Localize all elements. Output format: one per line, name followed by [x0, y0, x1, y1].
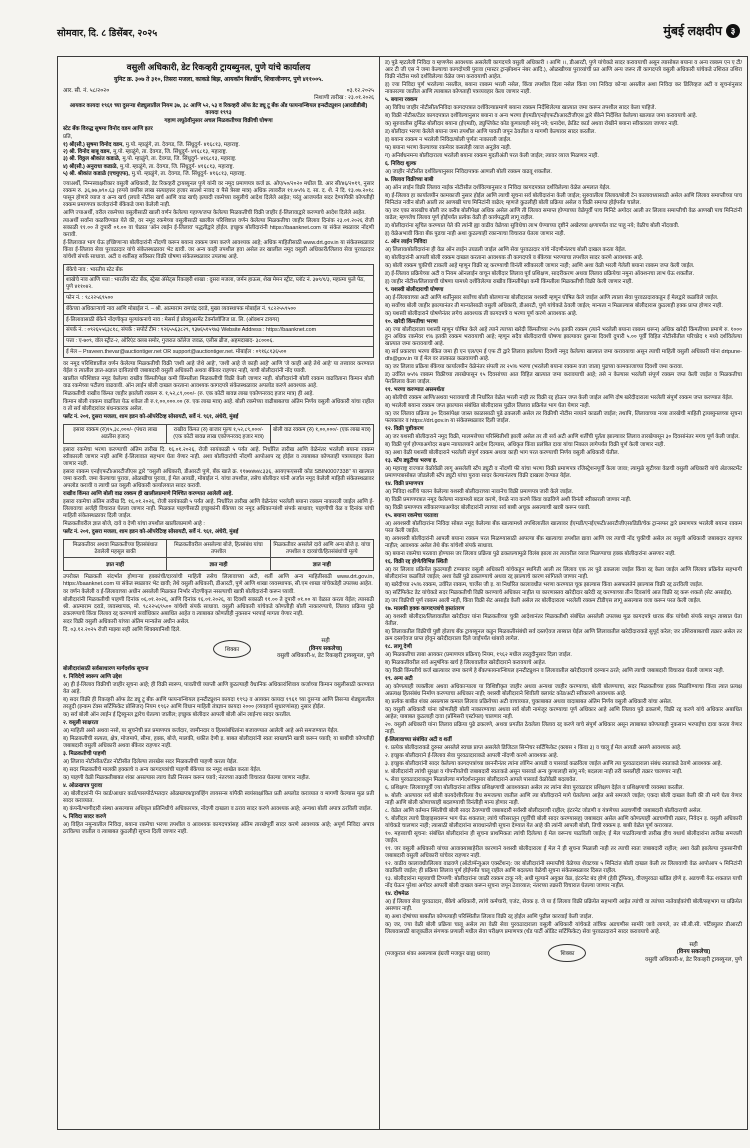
text-line: फ) बयाना भरणा केल्याच्या रकमेवर कसलेही व्याज अनुज्ञेय नाही.	[385, 145, 512, 151]
amount-cell: राखीव किंमत (रु) बाजार मूल्य १,५२,८९,०००/- (एक कोटी बावन्न लाख एकोणनव्वद हजार मात्र)	[167, 425, 270, 443]
encumbrance-header-cell: मिळकतीवर अथवा मिळकतीच्या हितसंबंधात ठेवलेली महसूल बाकी	[64, 540, 167, 558]
text-line: अ) वर लिलाव प्रक्रियेत कुठल्याही टप्प्यावर वसुली अधिकारी यांचेकडून स्थगिती आली तर लिलाव एक तर पुढे ढकलला जाईल किंवा रद्द केला जाईल आणि लिलाव प्रक्रियेत सहभागी बोलीदारांना कळविले जाईल; अशा वेळी पुढे ढकलण्याचे अथवा रद्द झाल्याचे कारण सांगितले जाणार नाही.	[385, 567, 742, 580]
defendant-name: २) श्री. विनोद बाबू वडम,	[63, 149, 112, 156]
text-line: १४. विक्री प्रमाणपत्र	[385, 481, 424, 487]
text-line: ब) लिलावातील विक्रीची पुष्टी होताच बँक ट्रायब्युनल कडून मिळकतीसंबंधी सर्व दस्तऐवज ताब्यात घेईल आणि लिलावातील खरेदीदाराकडे सुपूर्द करेल; जर उशिराबाबतची तक्रार असेल तर क्रम दस्तऐवज प्राप्त होवून खरेदीदाराला दिले जाईपर्यंत थांबावे लागेल.	[385, 629, 742, 642]
signature-mark: सही	[689, 942, 698, 948]
encumbrance-value-cell: ज्ञात नाही	[167, 558, 270, 570]
text-line: अ) जाहीर नोटीसीत दर्शविल्यानुसार निविदापत्रक आणली बोली रक्कम वाढवू शकतील.	[385, 169, 552, 175]
defendant-address: मु.पो. म्हाळुंगे, ता. देवगड, जि. सिंधुदुर्ग- ४१६८१३, महाराष्ट्र.	[125, 142, 240, 148]
defendant-row	[63, 156, 374, 163]
encumbrance-header-row	[63, 539, 374, 559]
text-line: राखीव किंमत आणि बोली वाढ रक्कम ही खालीलप्रमाणे निश्चित करण्यात आलेली आहे.	[63, 490, 233, 497]
text-line: अ) लिलाव/बोलीदारांना ही वेळ ऑन लाईन उघडली जाईल आणि सेवा पुरवठादार यांचे नोंदणीनंतरच बोली दाखल करता येईल.	[385, 247, 627, 253]
text-line: ड) जर विक्रीची पूर्ण रक्कम आली नाही, किंवा विक्री सेट असाईड केली असेल तर बोलीदाराला भरलेली रक्कम टीडीएस लागू असल्यास वजा करून परत केली जाईल.	[385, 598, 702, 604]
encumbrance-header-cell: मिळकतीवरील असलेल्या बोजे, हितसंबंध यांचा तपशील	[167, 540, 270, 558]
text-line: ३. मिळकतीची पाहणी	[63, 750, 106, 757]
encumbrance-header-cell: मिळकतीवर असलेले दावे आणि अन्य बोजे इ. यांचा तपशील व दाव्यांची/हितसंबंधांची मूल्ये	[273, 541, 371, 555]
text-line: २०. वसुली अधिकारी यांना लिलाव प्रक्रिया पुढे ढकलणे, अथवा प्रगतीत ठेवलेला लिलाव रद्द करणे याचे संपूर्ण अधिकार असून त्याबाबत कोणत्याही नुकसान भरपाईचा दावा करता येणार नाही.	[385, 722, 742, 735]
text-line: ८. ऑन लाईन निविदा	[385, 239, 427, 245]
text-line: मिळकतीवरील ज्ञात बोजे, दावे व देणी यांचा तपशील खालीलप्रमाणे आहे :	[63, 520, 205, 527]
defendant-name: ४) श्री(सौ.) अनुराधा कडाळे,	[63, 163, 118, 170]
text-line: ब) बोलीदारांनी आपली बोली रक्कम दाखल करताना आवश्यक ती कागदपत्रे व बँकेच्या भरण्याचा तपशील सादर करणे आवश्यक आहे.	[385, 255, 644, 261]
text-line: दि. ०३.१२.२०२५ रोजी माझ्या सही आणि शिक्क्यानिशी दिले.	[63, 627, 181, 634]
text-line: १२. विक्री पुष्टीकरण	[385, 426, 424, 432]
mark-date: निशाणी तारीख : २३.०१.२०२६	[314, 95, 374, 101]
notice-body-1	[63, 181, 374, 261]
text-line: ९. बोलीदार त्याचे डिव्हाइसवरून भाग घेऊ शकतात; त्यांचे परिसरातून (पूर्वीची बोली सादर करण्यासह) जबाबदार असेल आणि कोणत्याही अडचणीची तक्रार, निवेदन इ. वसुली अधिकारी यांचेकडे चालणार नाही; त्यासाठी बोलीदारांना सावधानतेची सूचना देण्यात येत आहे की त्यांनी आपली बोली, तिची रक्कम इ. बाबी वेळेत पूर्ण कराव्यात.	[385, 816, 742, 829]
text-line: ७. लिलाव विक्रीच्या बाबी	[385, 177, 434, 183]
text-line: किमान बोली रक्कम वाढविता येऊ शकेल ती रु.१,००,०००.०० (रु. एक लाख मात्र) आहे. बोली रकमेच्या वाढीबाबतचा अंतिम निर्णय वसुली अधिकारी यांचा राहील व तो सर्व बोलीदारांवर बंधनकारक असेल.	[63, 399, 374, 413]
text-line: ई-लिलावात भाग घेऊ इच्छिणाऱ्या बोलीदारांनी नोंदणी करून बयाना रक्कम जमा करणे आवश्यक आहे; अधिक माहितीसाठी www.drt.gov.in या संकेतस्थळावर किंवा ई-लिलाव सेवा पुरवठादार यांचे संकेतस्थळावर भेट द्यावी. जर अन्य काही तपशील हवा असेल तर खालील नमूद वसुली अधिकारी/लिलाव सेवा पुरवठादार यांचेशी संपर्क साधावा. अटी व शर्तीसह सविस्तर विक्री घोषणा संकेतस्थळावर उपलब्ध आहे.	[63, 240, 374, 261]
intro-lines	[63, 103, 374, 141]
text-line: आयकर कायदा १९६१ च्या दुसऱ्या शेड्युलातील नियम ३७, ३८ आणि ५२, ५३ व रिकव्हरी ऑफ डेट ड्यू टू बँक अँड फायनान्शियल इन्स्टीट्युशन (आरडीडीबी) कायदा १९९३	[69, 103, 368, 116]
encumbrance-value-cell: ज्ञात नाही	[312, 562, 331, 569]
text-line: ब) सदर मिळकतीचे मालकी हक्काचे व अन्य कागदपत्रांची पाहणी बँकेच्या वर नमूद शाखेत करता येईल.	[63, 766, 262, 773]
edition-date: सोमवार, दि. ८ डिसेंबर, २०२५	[57, 28, 158, 39]
text-line: ब) विक्री पूर्ण होण्याअगोदर सक्षम न्यायालयाने आदेश दिल्यास, अधिकृत किंवा प्रलंबित दावा यांचा निकाल लागेपर्यंत विक्री पूर्ण केली जाणार नाही.	[385, 442, 665, 448]
text-line: क) यशस्वी बोलीदाराने घोषणेनंतर लगेच आवश्यक ती कागदपत्रे व भरणा पूर्ण करणे आवश्यक आहे.	[385, 311, 578, 317]
text-line: १०. खरेदी किंमतीचा भरणा	[385, 319, 438, 325]
signature-block-left	[63, 638, 374, 660]
defendant-list	[63, 142, 374, 178]
text-line: ड) पुढे म्हटलेली निविदा व म्हणणेस आवश्यक असलेली कागदपत्रे वसुली अधिकारी । आणि ।।, डीआरटी, पुणे यांचेकडे सादर करावयाची असून त्यासोबत बयाना व अन्य रक्कम एन ए टी/आर टी जी एस ने जमा केल्याचा कागदोपत्री पुरावा (मास्टर ट्रान्झॅक्शन नंबर आदि.), ओळखीच्या पुराव्यांची प्रत आणि अन्य जरूर ती कागदपत्रे वसुली अधिकारी यांचेकडे उशिरात उशिरा विक्री नोटीस मध्ये दर्शविलेल्या वेळेत जमा करावयाची आहेत.	[385, 60, 742, 80]
terms-and-conditions	[385, 60, 742, 936]
table-row: संपर्क नं. : ०९२६५५६३८१८, संपर्क : सपोर्ट टीम : ९२६५५६३८२९, ९३७६५१५९७३ Website Address : https://baanknet.com	[64, 326, 373, 337]
text-line: ग) अनिर्बंधनमन्य बोलीदाराला भरलेली बयाना रक्कम मुदतीअंती परत केली जाईल; त्यावर व्याज मिळणार नाही.	[385, 153, 599, 159]
text-line: ५. बयाना रक्कम	[385, 97, 418, 103]
text-line: क) सर्टिफिकेट डेट यांचेकडे सदर मिळकतीची विक्री करण्याचे अधिकार नाहीत या कारणास्तव खरेदीदार खरेदी रद्द करण्याच्या तीन दिवसांचे आत विक्री रद्द करू शकतो (सेट असाईड).	[385, 590, 733, 596]
text-line: अ) कोणत्याही व्यक्तीला अथवा अधिकाऱ्याला या विशिष्टीकृत जाहीर अथवा अन्यथा जाहीर करण्याचा, बोली बोलण्याचा, सदर मिळकतीच्या हक्क मिळविण्याचा किंवा त्यात प्रत्यक्ष अप्रत्यक्ष हितसंबंध निर्माण करण्याचा अधिकार नाही; यशस्वी बोलीदाराने शिवीली क्लायंट कोड/अटी स्वीकारणे आवश्यक आहे.	[385, 684, 742, 697]
text-line: १०. महत्त्वाची सूचना: संबंधित बोलीदारांना ही सूचना प्राथमिकतः त्यांची दिलेल्या ई मेल वरूनच पाठविली जाईल; ई मेल पाठविल्याची तारीख हीच यथार्थ बोलीदारांना तारीख समजली जाईल.	[385, 831, 742, 844]
defendant-name: ३) श्री. विठ्ठल श्रीकांत कडाळे,	[63, 156, 121, 163]
text-line: ६. निविदा शुल्क	[385, 161, 417, 167]
text-line: ब) मिळकतीवरील सर्व अनुषंगिक खर्च हे लिलावातील खरेदीदाराने करावयाचे आहेत.	[385, 660, 547, 666]
signature-text	[277, 638, 374, 660]
text-line: २. इच्छुक बोलीदाराने ई-लिलाव सेवा पुरवठादाराकडे आपली नोंदणी करणे आवश्यक आहे.	[385, 753, 559, 759]
text-line: अ) जर यशस्वी बोलीदाराने नमूद विक्री, मालमत्तेच्या परिस्थितीशी झाली असेल तर ती सर्व अटी आणि शर्तींची पूर्तता झाल्यावर लिलाव तारखेपासून ३० दिवसांनंतर मगच पूर्ण केली जाईल.	[385, 434, 740, 440]
text-line: क) वसुली अधिकारी यांना कोणतीही बोली नाकारण्याचा अथवा सर्व बोली नामंजूर करण्याचा पूर्ण अधिकार आहे आणि लिलाव पुढे ढकलणे, विक्री रद्द करणे यांचे अधिकार अबाधित आहेत; याबाबत कुठलाही दावा (प्रॉमिसरी एस्टॉपल) चालणार नाही.	[385, 707, 742, 720]
text-line: ११. जर वसुली अधिकारी यांच्या आवाक्याबाहेरील कारणाने यशस्वी बोलीदाराला ई मेल ने ही सूचना मिळाली नाही तर त्याची स्वतः जबाबदारी राहील; अशा वेळी झालेल्या नुकसानीची जबाबदारी वसुली अधिकारी यांचेवर राहणार नाही.	[385, 846, 742, 859]
defendant-name: ५) श्री. श्रीकांत कडाळे (एचयुएफ),	[63, 170, 130, 177]
text-line: ब) ई-लिलाव हा कार्यालयीन कामकाजी नुसार होईल आणि त्याची सूचना सर्व बोलीदारांना केली जाईल; सुरुवातीला लिलाव/बोली टेन कालावध्यासाठी असेल आणि लिलाव समाप्तीच्या पाच मिनिटांत नवीन बोली आली तर आणखी पाच मिनिटांनी वाढेल; म्हणजे कुठलीही बोली प्रक्रिया असेल व विक्री समाप्त होईपर्यंत चालेल.	[385, 193, 742, 206]
text-line: ब) भरलेली बयाना रक्कम जप्त झाल्यास संबंधित बोलीदारास पुढील लिलाव प्रक्रियेत भाग घेता येणार नाही.	[385, 403, 591, 409]
notice-body-2	[63, 361, 374, 413]
text-line: १. प्रत्येक बोलीदाराकडे दुरुस्त असलेले स्वच्छ प्राप्त असलेले डिजिटल सिग्नेचर सर्टिफिकेट (क्लास २ किंवा ३) व चालू ई मेल आयडी असणे आवश्यक आहे.	[385, 745, 682, 751]
signature-block-right	[385, 942, 742, 964]
signature-mark: सही	[321, 638, 330, 645]
notice-title: वसुली अधिकारी, डेट रिकव्हरी ट्रायब्युनल, पुणे यांचे कार्यालय	[126, 62, 311, 72]
text-line: ब) मिळकतीची सत्यता, क्षेत्र, मोजमापे, सीमा, हक्क, बोजे, मालकी, थकीत देणी इ. बाबत बोलीदारांनी स्वतः स्वखर्चाने खात्री करून घ्यावी; या बाबींची कोणतीही जबाबदारी वसुली अधिकारी अथवा बँकेवर राहणार नाही.	[63, 735, 374, 749]
text-line: ९. यशस्वी बोलीदाराची घोषणा	[385, 287, 444, 293]
text-line: इसारा रकमेचा भरणा करण्याची अंतिम तारीख दि. १६.०१.२०२६, रोजी सायंकाळी ५ पर्यंत आहे. निर्धारित तारीख आणि वेळेनंतर भरलेली बयाना रक्कम स्वीकारली जाणार नाही आणि ई-लिलावात सहभाग घेता येणार नाही. अशा बोलीदारांची नोंदणी आपोआप रद्द होईल व त्याबाबत कोणताही पत्रव्यवहार केला जाणार नाही.	[63, 446, 374, 467]
signatory-name: (विनय सकलेचा)	[308, 645, 343, 652]
text-line: क) पाहणी वेळी मिळकतीबाबत शंका असल्यास त्याच वेळी निरसन करून घ्यावे; नंतरच्या तक्रारी विचारात घेतल्या जाणार नाहीत.	[63, 774, 311, 781]
text-line: १४. दोषमेळ	[385, 891, 409, 897]
text-line: ड) ई-लिलाव प्रक्रियेच्या अटी व नियम ऑनलाईन वाचून बोलीदार लिलाव पूर्व प्रशिक्षण, सादरीकरण अथवा लिलाव प्रक्रियेचा नमुना ऑक्शनचा लाभ घेऊ शकतील.	[385, 271, 694, 277]
text-line: अ) ई लिलाव सेवा पुरवठादार, बँकेचे अधिकारी, त्यांचे कर्मचारी, एजंट, सेवक इ. जे या ई लिलाव विक्री प्रक्रियेत सहभागी आहेत त्यांची वा त्यांच्या नातेवाईकांची बोली/सहभाग या प्रक्रियेत असणार नाही.	[385, 899, 742, 912]
text-line: ब) सदर विक्री ही रिकव्हरी ऑफ डेट ड्यू टू बँक आणि फायनान्शियल इन्स्टीट्युशन कायदा १९९३ व आयकर कायदा १९६१ च्या दुसऱ्या आणि तिसऱ्या शेड्युलातील तरतुदी (इन्कम टॅक्स सर्टिफिकेट प्रोसिजर) नियम १९६२ आणि विधान माहिती तंत्रज्ञान कायदा २००० (व्यवहार्य सुधारणांसह) नुसार होईल.	[63, 696, 374, 710]
text-line: प्रति,	[63, 134, 73, 140]
masthead-title: मुंबई लक्षदीप	[663, 24, 722, 38]
bidder-guidelines	[63, 666, 374, 836]
encumbrance-value-row	[63, 558, 374, 571]
amount-cell: बोली वाढ रक्कम (रु) १,००,०००/- (एक लाख मात्र)	[273, 427, 371, 434]
text-line: आणि ज्याअर्थी, वरील रकमेच्या वसुलीसाठी खाली वर्णन केलेल्या गहाण/जप्त केलेल्या मिळकतीची विक्री जाहीर ई-लिलावाद्वारे करण्याचे आदेश दिलेले आहेत.	[63, 210, 366, 217]
text-line: इ) बयाना रक्कम न भरलेली निविदा/बोली पूर्णतः नाकारली जाईल.	[385, 137, 512, 143]
text-line: ४. ओळखपत्र पुरावा	[63, 782, 103, 789]
text-line: ६. प्रशिक्षण: लिलावापूर्वी ज्या बोलीदारांना तांत्रिक प्रशिक्षणाची आवश्यकता असेल तर त्यांना सेवा पुरवठादार प्रशिक्षण देईल व प्रशिक्षणाची व्यवस्था करतील.	[385, 785, 684, 791]
text-line: अ) निविदा शर्तीचे पालन केलेल्या यशस्वी बोलीदाराच्या नावानेच विक्री प्रमाणपत्र जारी केले जाईल.	[385, 489, 574, 495]
text-line: १७. मालकी हक्क कागदपत्रांचे हस्तांतरण	[385, 606, 465, 612]
seal-stamp: शिक्का	[213, 640, 251, 658]
defendant-row	[63, 164, 374, 171]
text-line: ब) सर्व प्रकारचा भरणा बँकेत जमा ही एन एल/एम ई एफ टी द्वारे लिलाव झालेल्या दिवशी नमूद केलेल्या खात्यात जमा करावयाचा असून त्याची माहिती वसुली अधिकारी यांना drtpune-dfs@gov.in या ई मेल वर तात्काळ कळवायची आहे.	[385, 349, 742, 362]
text-line: उपरोक्त मिळकती संदर्भात होणाऱ्या हक्कांची/दाव्यांची माहिती तसेच लिलावाच्या अटी, शर्ती आणि अन्य माहितीसाठी www.drt.gov.in, https://baanknet.com या संकेत स्थळावर भेट द्यावी; तेथे वसुली अधिकारी, डीआरटी, पुणे आणि शाखा व्यवस्थापक, सी.एम शाखा यांचेकडेही उपलब्ध आहेत.	[63, 574, 374, 588]
text-line: १३. स्टँप ड्युटीचा भरणा इ.	[385, 458, 438, 464]
amount-table	[63, 424, 374, 444]
table-row: ई-लिलावासाठी बँकेने नोंदणीकृत मुल्यांकनाचे नाव : मेसर्स ई प्रोक्युअरमेंट टेक्नॉलॉजिज प्रा. लि. (ऑक्शन टायगर)	[64, 315, 373, 326]
text-line: १६. विक्री रद्द होणे/विभिन्न स्थिती	[385, 559, 448, 565]
text-line: क) अशा वेळी यशस्वी बोलीदाराने भरलेली संपूर्ण रक्कम अथवा काही भाग परत करण्याची निर्णय वसुली अधिकारी घेतील.	[385, 450, 620, 456]
text-line: ब) कंपनी/भागीदारी संस्था असल्यास अधिकृत प्रतिनिधीचे अधिकारपत्र, नोंदणी दाखला व ठराव सादर करणे आवश्यक आहे; अन्यथा बोली अपात्र ठरविली जाईल.	[63, 805, 373, 812]
text-line: क) विक्री किंमतीचे कर्ज खात्यावर जमा करणे हे बँक/फायनान्शियल इन्स्टीट्युशन व लिलावातील खरेदीदाराचे दरम्यान ठरते; आणि त्याची जबाबदारी विचारात घेतली जाणार नाही.	[385, 668, 725, 674]
text-line: बोलीदारांसाठी सर्वसाधारण मार्गदर्शक सूचना	[63, 665, 149, 672]
property-description-2: फ्लॅट नं. २०१, दुसरा मजला, शाम इडन को-ऑपरेटिव्ह सोसायटी, सर्वे नं. ९६१, अंधेरी, मुंबई	[63, 528, 239, 535]
text-line: १२. वाढीव कालावधी/लिलाव वाढवणे (ऑटो/मॅन्युअल एक्स्टेंशन): जर बोलीदारांनी समाप्तीचे वेळेच्या शेवटच्या ५ मिनिटांत बोली दाखल केली तर लिलावाची वेळ आपोआप ५ मिनिटांनी वाढविली जाईल; ही प्रक्रिया लिलाव पूर्ण होईपर्यंत चालू राहील आणि बदलत्या वेळेची सूचना संकेतस्थळावर दिसत राहील.	[385, 861, 742, 874]
defendant-address: मु.पो. म्हाळुंगे, ता. देवगड, जि. सिंधुदुर्ग- ४१६८१३, महाराष्ट्र.	[113, 149, 228, 156]
text-line: अ) ई-लिलावाच्या अटी आणि शर्तीनुसार सर्वोच्च बोली बोलणाऱ्या बोलीदारास यशस्वी म्हणून घोषित केले जाईल आणि त्याला सेवा पुरवठादाराकडून ई मेलद्वारे कळविले जाईल.	[385, 295, 719, 301]
text-line: ड) बोलीदार भरणा केलेले बयाना जमा तपशील आणि पावती जपून ठेवतील व मागणी केल्यावर सादर करतील.	[385, 129, 596, 135]
text-line: क) जर लिलाव प्रक्रिया ३० दिवसांपेक्षा जास्त काळासाठी पुढे ढकलली असेल तर विक्रीची नोटीस नव्याने काढली जाईल; तथापि, लिलावाच्या नव्या तारखेची माहिती ट्रायब्युनलच्या सूचना फलकावर व https://drt.gov.in या संकेतस्थळावर दिली जाईल.	[385, 411, 742, 424]
encumbrance-value-cell: ज्ञात नाही	[64, 558, 167, 570]
text-line: १५. बयाना रकमेचा परतावा	[385, 513, 439, 519]
text-line: क) विक्री प्रमाणपत्र स्वीकारण्याअगोदर बोलीदारांनी त्याच्या सर्व बाबी अचूक असल्याची खात्री करून घ्यावी.	[385, 505, 591, 511]
text-line: ब) अशा दोषांच्या बाबतीत कोणत्याही परिस्थितीत लिलाव विक्री रद्द होईल आणि पुढील कारवाई केली जाईल.	[385, 914, 594, 920]
signature-text	[645, 942, 742, 964]
text-line: ब) अयशस्वी बोलीदारांनी आपली बयाना रक्कम परत मिळण्यासाठी आपल्या बँक खात्याचा तपशील द्यावा आणि जर त्याची नोंद चुकीची असेल तर वसुली अधिकारी जबाबदार राहणार नाहीत; आवश्यक असेल तेथे बँक यांचेशी संपर्क साधावा.	[385, 536, 742, 549]
amount-cell: इसारा रक्कम (रु)१५,३८,०००/- (पंधरा लाख अडतीस हजार)	[64, 425, 167, 443]
text-line: ५. सेवा पुरवठादाराकडून मिळालेल्या मार्गदर्शनानुसार बोलीदाराने आपले पासवर्ड वेळोवेळी बदलावेत.	[385, 777, 577, 783]
defendant-address: मु.पो. म्हाळुंगे, ता. देवगड, जि. सिंधुदुर्ग- ४१६८१३, महाराष्ट्र.	[119, 163, 235, 170]
text-line: अ) लिलाव नोटीसीत/टेंडर नोटीसीत दिलेल्या तारखेस सदर मिळकतीची पाहणी करता येईल.	[63, 758, 238, 765]
text-line: १८. लागू देणी	[385, 644, 412, 650]
text-line: क) जर एका सारखीच बोली जर करीब बोलीपेक्षा अधिक असेल आणि ती लिलाव समाप्त होण्याच्या वेळेपूर्वी पाच मिनिटे अगोदर आली तर लिलाव समाप्तीची वेळ आणखी पाच मिनिटांनी वाढेल; म्हणजेच लिलाव पूर्ण होईपर्यंत प्रत्येक वेळी ही कार्यपद्धती लागू राहील.	[385, 208, 742, 221]
text-line: बोलीदारांनी मिळकतीची पाहणी दिनांक ०६.०१.२०२६, आणि दिनांक १६.०१.२०२६, या दिवशी सकाळी ११.०० ते दुपारी ०१.०० या वेळात करता येईल; त्यासाठी श्री. आत्माराम दराडे, व्यवस्थापक, मो. ९८२२५६९५०० यांचेशी संपर्क साधावा. वसुली अधिकारी यांचेकडे कोणतीही बोली नाकारण्याचे, लिलाव प्रक्रिया पुढे ढकलण्याचे किंवा लिलाव रद्द करण्याचे सर्वाधिकार अबाधित आहेत व त्याबाबत कोणतीही नुकसान भरपाई मागता येणार नाही.	[63, 597, 374, 618]
defendant-address: मु.पो. म्हाळुंगे, ता. देवगड, जि. सिंधुदुर्ग- ४१६८१३, महाराष्ट्र.	[131, 170, 246, 177]
defendant-name: १) श्री(सौ.) सुषमा विनोद वडम,	[63, 142, 124, 148]
text-line: ब) खरेदीच्या २५% रक्कम, उर्वरित रक्कम, चार्जेस जी इ. या निर्धारित कालावधीत भरणा करण्यात चूक झाल्यास किंवा असफलतेने झाल्यास विक्री रद्द ठरविली जाईल.	[385, 582, 704, 588]
text-line: अ) बोलीदारांनी पॅन कार्ड/आधार कार्ड/पासपोर्ट/मतदार ओळखपत्र/ड्रायव्हिंग लायसन्स यांपैकी स्वयंसाक्षांकित प्रती अपलोड कराव्यात व मागणी केल्यास मूळ प्रती सादर कराव्यात.	[63, 790, 374, 804]
text-line: इसारा रक्कम एनईएफटी/आरटीजीएस द्वारे ''वसुली अधिकारी, डीआरटी पुणे, बँक खाते क्र. ११७७४७४८३३६, आयएफएससी कोड SBIN0007338'' या खात्यात जमा करावी. जमा केल्याचा पुरावा, ओळखीचा पुरावा, ई मेल आयडी, मोबाईल नं. यांचा तपशील, तसेच बोलीदार यांनी अर्जात नमूद केलेली माहिती संकेतस्थळावर अपलोड करावी व त्याची प्रत वसुली अधिकारी कार्यालयात सादर करावी.	[63, 468, 374, 489]
text-line: ७. बोली: आल्यावर सर्व बोली कायदेशीररित्या वैध समजल्या जातील आणि त्या बोलीदाराने मागे घेतलेल्या आहेत असे समजले जाईल; एकदा बोली दाखल केली की ती मागे घेता येणार नाही आणि बोली कोणाच्याही बदलण्याची विनंतीही मान्य होणार नाही.	[385, 793, 742, 806]
text-line: ५. निविदा सादर करणे	[63, 813, 107, 820]
text-line: खालील परिशिष्टात नमूद केलेल्या राखीव किंमतीपेक्षा कमी किंमतीला मिळकतीची विक्री केली जाणार नाही. बोलीदारांनी बोली रक्कम वाढविताना किमान बोली वाढ रकमेच्या पटीतच वाढवावी. ऑन लाईन बोली दाखल करताना आवश्यक कागदपत्रे संकेतस्थळावर अपलोड करणे आवश्यक आहे.	[63, 376, 374, 390]
text-line: अ) यशस्वी बोलीदार/लिलावातील खरेदीदार यांना मिळकतीच्या चुकी आदेशानंतर मिळकतीशी संबंधित असलेली उपलब्ध मूळ कागदपत्रे धारक बँक यांचेशी संपर्क साधून ताब्यात घेता येतील.	[385, 614, 742, 627]
text-line: अ) ज्या बोलीदाराला यशस्वी म्हणून घोषित केले आहे त्याने त्याच्या खरेदी किंमतीच्या २५% इतकी रक्कम (त्याने भरलेली बयाना रक्कम धरून) अधिक खरेदी किंमतीच्या प्रमाणे रु. १००० हून अधिक रकमेवर १% इतकी रक्कम भरावयाची आहे; म्हणून सदैव बोलीदाराची घोषणा झाल्यावर दुसऱ्या दिवशी दुपारी ५.०० पूर्वी विहित नोटीसीतील परिच्छेद १ मध्ये दर्शविलेल्या खात्यात जमा करावयाची आहे.	[385, 327, 742, 347]
text-line: क) जर लिलाव प्रक्रिया बँकेच्या कार्यालयीन वेळेनंतर संपली तर २५% भरणा (भरलेली बयाना रक्कम वजा जाता) पुढच्या कामकाजाच्या दिवशी जमा करावा.	[385, 364, 684, 370]
table-row: शाखेचे नाव आणि पत्ता : भारतीय स्टेट बँक, स्ट्रेस्ड ॲसेट्स रिकव्हरी शाखा : दुसरा मजला, जर्मन हाऊस, शेख मेमन स्ट्रीट, प्लॉट नं. ३७९/१/३, महात्मा फुले पेठ, पुणे ४११०४२.	[64, 276, 373, 294]
text-line: ड) बोलीदारांना सूचित करण्यात येते की त्यांनी ह्या वाढीव वेळेच्या सुविधेचा लाभ घेण्याच्या दृष्टीने अखेरच्या क्षणापर्यंत वाट पाहू नये; वेळीच बोली नोंदवावी.	[385, 223, 680, 229]
table-row: ई मेल – Praveen.thevar@auctiontiger.net OR support@auctiontiger.net. मोबाईल : ०९१६८१३६५००	[66, 348, 287, 355]
text-line: अ) बोलीची रक्कम आणि/अथवा भरावयाची ती निर्धारित वेळेत भरली नाही तर विक्री रद्द होऊन जप्त केली जाईल आणि दोष खरेदीदाराला भरलेली संपूर्ण रक्कम जप्त करण्यात येईल.	[385, 395, 734, 401]
property-description: फ्लॅट नं. २०१, दुसरा मजला, शाम इडन को-ऑपरेटिव्ह सोसायटी, सर्वे नं. ९६१, अंधेरी, मुंबई	[63, 414, 239, 421]
text-line: वर नमूद परिशिष्टातील वर्णन केलेल्या मिळकतीची विक्री 'जशी आहे जेथे आहे', 'जशी आहे जे काही आहे' आणि 'जे काही आहे तेथे आहे' या तत्त्वावर करण्यात येईल व त्यातील ज्ञात-अज्ञात दायित्वांची जबाबदारी वसुली अधिकारी अथवा बँकेवर राहणार नाही, याची बोलीदारांनी नोंद घ्यावी.	[63, 361, 374, 375]
text-line: ११. भरणा करण्यात असमर्थता	[385, 387, 445, 393]
signatory-designation: वसुली अधिकारी-४, डेट रिकव्हरी ट्रायब्युनल, पुणे	[645, 956, 742, 963]
signatory-name: (विनय सकलेचा)	[676, 949, 711, 956]
text-line: क) जर, ज्या वेळी बोली प्रक्रिया चालू असेल त्या वेळी सेवा पुरवठादाराला वसुली अधिकारी यांचेकडे तांत्रिक अडचणीस सामोरे जावे लागले, तर सी.बी.सी. पर्टिक्युलर डीआरटी लिलावासाठी बाजूकडील संगणक प्रणाली मधील सेवा परीक्षण प्रमाणपत्र (र्थड पार्टी ऑडिट सर्टिफिकेट) सेवा पुरवठादाराने सादर करावयाचे आहे.	[385, 922, 742, 935]
text-line: २. वसुली साक्षरता	[63, 719, 99, 726]
seal-stamp: शिक्का	[548, 944, 586, 962]
table-row: बँकेच्या अधिकाऱ्याचे नाव आणि मोबाईल नं. – श्री. आत्माराम रामचंद्र दराडे, मुख्य व्यवस्थापक मोबाईल नं. ९८२२५५९५००	[64, 304, 373, 315]
text-line: ब) प्रत्येक बाबीत शंका असल्यास कमाल लिलाव प्रक्रियेच्या अटी वाचाव्यात, चुकाबाबत अथवा वादाबाबत अंतिम निर्णय वसुली अधिकारी यांचा असेल.	[385, 699, 673, 705]
notice-left-column	[58, 57, 380, 1129]
text-line: क) सुरुवातीस दुर्मिळ बोलीदार बयाना (ईएमडी), ड्युप्लिकेट कोड कुणालाही सांगू नये; धनादेश, क्रेडिट कार्ड अथवा रोखीने बयाना स्वीकारला जाणार नाही.	[385, 121, 679, 127]
table-row: बँकेचे नाव : भारतीय स्टेट बँक	[64, 265, 373, 276]
text-line: ४. बोलीदारांनी त्यांची सुरक्षा व गोपनीयतेची जबाबदारी स्वतःकडे असून पासवर्ड अन्य कुणालाही सांगू नये; बदलला नाही तरी कसलीही तक्रार चालणार नाही.	[385, 769, 683, 775]
issue-date: ०३.१२.२०२५	[346, 88, 374, 94]
text-line: गहाण लघुठेवीनुसार अचल मिळकतीच्या विक्रीची घोषणा	[164, 118, 273, 124]
notice-office-address: युनिट क्र. ३०७ ते ३१०, तिसरा मजला, काकडे बिझ, आयकॉन बिल्डींग, शिवाजीनगर, पुणे ४११००५.	[113, 77, 324, 83]
text-line: अ) महाराष्ट्र राज्यात वेळोवेळी लागू असलेली स्टँप ड्युटी व नोंदणी फी यांचा भरणा विक्री प्रमाणपत्र रजिस्ट्रेशनपूर्वी केला जावा; त्यामुळे सुटीच्या वेळची वसुली अधिकारी यांचे ॲडजस्टमेंट प्रमाणपत्रासोबत जोडलेली स्टँप ड्युटी यांचा पुरावा सादर केल्यानंतरच विक्री दाखला देण्यात येईल.	[385, 466, 742, 479]
case-number: आर. सी. नं. ५८/२०२०	[63, 88, 110, 94]
text-line: मिळकतीची राखीव किंमत जाहीर झालेली रक्कम रु. १,५२,८९,०००/- (रु. एक कोटी बावन्न लाख एकोणनव्वद हजार मात्र) ही आहे.	[63, 391, 314, 398]
notice-body-3	[63, 447, 374, 528]
text-line: स्टेट बँक विरुद्ध सुषमा विनोद वडम आणि इतर	[63, 126, 153, 132]
text-line: ई-लिलावाच्या संबंधित अटी व शर्ती	[385, 737, 452, 743]
text-line: सदर विक्री वसुली अधिकारी यांच्या अंतिम मान्यतेस अधीन असेल.	[63, 619, 190, 626]
text-line: ब) विक्री नोटीस/टेंडर कागदपत्रात दर्शविल्यानुसार बयाना व अन्य भरणा ईएमडी/एनईएफटी/आरटीजीएस द्वारे बँकेने निर्देशित केलेल्या खात्यात जमा करावयाचे आहे.	[385, 113, 698, 119]
signatory-designation: वसुली अधिकारी-४, डेट रिकव्हरी ट्रायब्युनल, पुणे	[277, 653, 374, 660]
text-line: इसारा रकमेचा अंतिम तारीख दि. १६.०१.२०२६, रोजी सायंकाळी ५ पर्यंत आहे. निर्धारित तारीख आणि वेळेनंतर भरलेली बयाना रक्कम नाकारली जाईल आणि ई-लिलावाचा अर्जही विचारात घेतला जाणार नाही. मिळकत पाहणीसाठी इच्छुकांनी बँकेच्या वर नमूद अधिकाऱ्यांशी संपर्क साधावा; पाहणीची वेळ व दिनांक यांची माहिती संकेतस्थळावर दिली जाईल.	[63, 498, 374, 519]
text-line: क) सर्व बोली ऑन लाईन ई ट्रिब्युनल द्वारेच घेतल्या जातील; इच्छुक बोलीदार आपली बोली ऑन लाईनच सादर करतील.	[63, 711, 292, 718]
notice-body-4	[63, 574, 374, 634]
text-line: ब) विक्री प्रमाणपत्रात नमूद केलेल्या नावामध्ये बदल करणे, वेगळे नाव करणे किंवा वाढविणे अशी विनंती स्वीकारली जाणार नाही.	[385, 497, 632, 503]
defendant-address: मु.पो. म्हाळुंगे, ता. देवगड, जि. सिंधुदुर्ग- ४१६८१३, महाराष्ट्र.	[122, 156, 237, 163]
text-line: १. निविदेचे स्वरूप आणि उद्देश	[63, 673, 122, 680]
table-row: पत्ता : ए-७०९, वॉल स्ट्रीट-२, ओरिएंट क्लब समोर, गुजरात कॉलेज जवळ, एलीस ब्रीज, अहमदाबाद- ३८०००६.	[64, 337, 373, 348]
text-line: ज्याअर्थी, निम्नस्वाक्षरीकार वसुली अधिकारी, डेट रिकव्हरी ट्रायब्युनल पुणे यांनी वर नमूद प्रमाणपत्र कर्ज क्र. ओए/५०/२०२० मधील डि. आर सी/४६/२०१९, नुसार रक्कम रु. ३६,७७,७९०.६३ (रुपये छत्तीस लाख सत्याहत्तर हजार सातशे नव्वद व पैसे त्रेसष्ट मात्र) अधिक त्यावरील ११.७५% द. सा. द. शे. ने दि. १३.०७.२०१८ पासून होणारे व्याज व अन्य खर्च (लघवे नोटीस खर्च आणि वाढ खर्च) इत्यादी रकमेच्या वसुलीचे आदेश दिलेले आहेत; परंतु आजपर्यंत सदर देण्यांपैकी कोणतीही रक्कम प्रमाणपत्र कर्जदारांनी बँकेकडे जमा केलेली नाही.	[63, 181, 374, 209]
text-line: अ) ऑन लाईन विक्री लिलाव नाईक नोटीसीत दर्शविल्यानुसार व निविदा कागदपत्रात दर्शविलेल्या वेळेत अमलात येईल.	[385, 185, 611, 191]
text-line: अ) मिळकतीचा ताबा आयकर (प्रमाणपत्र प्रक्रिया) नियम, १९६२ मधील तरतुदीनुसार दिला जाईल.	[385, 652, 572, 658]
text-line: अ) अयशस्वी बोलीदारांना निविदा सोबत नमूद केलेल्या बँक खात्यामध्ये तपशिलातील खात्यावर ईएमडी/एनईएफटी/आरटीजीएस/डिडी/चेक ट्रान्सफर द्वारे प्रमाणपत्र भरलेली बयाना रक्कम परत केली जाईल.	[385, 521, 742, 534]
defendant-row	[63, 171, 374, 178]
text-line: अ) विहित नमुन्यातील निविदा, बयाना रकमेचा भरणा तपशील व आवश्यक कागदपत्रांसह अंतिम तारखेपूर्वी सादर करणे आवश्यक आहे; अपूर्ण निविदा अपात्र ठरविल्या जातील व त्याबाबत कुठलीही सूचना दिली जाणार नाही.	[63, 821, 374, 835]
text-line: अ) विविध जाहीर नोटीसीत/निविदा कागदपत्रात दर्शविल्याप्रमाणे बयाना रक्कम निर्देशिलेल्या खात्यात जमा करून तपशील सादर केला पाहिजे.	[385, 105, 657, 111]
text-line: ३. इच्छुक बोलीदारांनी सादर केलेल्या कागदपत्रांच्या छाननीनंतर त्यांना लॉगिन आयडी व पासवर्ड कळविला जाईल आणि त्या पुरवठादाराला संबंध स्वतःकडे ठेवणे आवश्यक आहे.	[385, 761, 723, 767]
text-line: त्याअर्थी सर्वांना कळविण्यात येते की, वर नमूद रकमेच्या वसुलीसाठी खालील परिशिष्टात वर्णन केलेल्या मिळकतीचा जाहीर लिलाव दिनांक २३.०१.२०२६ रोजी सकाळी ११.०० ते दुपारी ०१.०० वा चेळात 'ऑन लाईन ई-लिलाव' पद्धतीद्वारे होईल. इच्छुक बोलीदारांनी https://baanknet.com या संकेत स्थळावर नोंदणी करावी.	[63, 218, 374, 239]
text-line: क) बोली रक्कम चुकीची टाकली आहे म्हणून विक्री रद्द करण्याची विनंती स्वीकारली जाणार नाही; आणि अशा वेळी भरली गेलेली बयाना रक्कम जप्त केली जाईल.	[385, 263, 695, 269]
text-line: इ) वेळेअभावी किंवा बँक पुढचा नाही अशा कुठल्याही रकान्याचा विचारात घेतला जाणार नाही.	[385, 231, 566, 237]
page-header	[57, 22, 740, 44]
text-line: वर वर्णन केलेली व ई-लिलावाच्या अधीन असलेली मिळकत निर्भार नोंदणीकृत नसल्याची खात्री बोलीदारांनी करून घ्यावी.	[63, 589, 295, 596]
text-line: १९. अन्य अटी	[385, 676, 413, 682]
language-footnote: (मजकुरात शंका असल्यास इंग्रजी मजकूर ग्राह्य धरावा)	[385, 951, 490, 958]
bank-detail-table	[63, 264, 374, 358]
text-line: ब) सर्वोच्च बोली जाहीर झाल्यानंतर ती मान्यतेसाठी वसुली अधिकारी, डीआरटी, पुणे यांचेकडे ठेवली जाईल; मान्यता न मिळाल्यास बोलीदारास कुठलाही हक्क प्राप्त होणार नाही.	[385, 303, 723, 309]
table-row: फोन नं. : ९८२२५६९५००	[64, 293, 373, 304]
text-line: ८. वेळेत आणि वर्तमान स्थितीची बोली सादर ठेवण्याची जबाबदारी सर्वस्वी बोलीदाराची राहील; इंटरनेट जोडणी व यंत्रणेच्या अडचणींची जबाबदारी बोलीदाराची असेल.	[385, 808, 702, 814]
text-line: १३. बोलीदारांना महत्त्वाची टिप्पणी: बोलीदारांना जाळी रक्कम टाकू नये; अधी मूल्याने अयुक्त वेळ, इंटरनेट बंद होणे (हेवी ट्रॅफिक), वीजपुरवठा खंडित होणे इ. अडचणी येऊ शकतात याची नोंद घेऊन पुरेशा अगोदर आपली बोली दाखल करून सूचना जपून ठेवाव्यात; नंतरच्या तक्रारी विचारात घेतल्या जाणार नाहीत.	[385, 876, 742, 889]
text-line: इ) जाहीर नोटीस/लिलावाची घोषणा यामध्ये दर्शविलेल्या राखीव किंमतीपेक्षा कमी किंमतीला मिळकतीची विक्री केली जाणार नाही.	[385, 279, 633, 285]
text-line: अ) माहिती असो अथवा नसो, या सूचनेची प्रत प्रमाणपत्र कर्जदार, जामीनदार व हितसंबंधितांना बजावण्यात आलेली आहे असे समजण्यात येईल.	[63, 727, 339, 734]
auction-notice-sheet	[57, 56, 748, 1130]
notice-right-column	[380, 57, 747, 1129]
text-line: इ) ज्या निविदा पूर्ण भरलेल्या नसतील, बयाना रक्कम भरली नसेल, किंवा तपशील दिला नसेल किंवा ज्या निविदा कोऱ्या असतील अशा निविदा कर डिलिव्हज अटी व सूचनांनुसार नाकारल्या जातील आणि त्याबाबत कोणताही पत्रव्यवहार केला जाणार नाही.	[385, 82, 742, 95]
page-number-badge: ३	[726, 24, 740, 38]
text-line: क) बयाना रकमेचा परतावा होण्यास जर लिलाव प्रक्रिया पुढे ढकलल्यामुळे विलंब झाला तर त्यावरील व्याज मिळण्याचा हक्क बोलीदारांना असणार नाही.	[385, 551, 676, 557]
text-line: अ) ही ई-लिलाव विक्रीची जाहीर सूचना आहे; ही विक्री स्वरूप, पावतीची व्याप्ती आणि कुठल्याही वैधानिक अधिकारांशिवाय कर्जाच्या किमान वसुलीसाठी करण्यात येत आहे.	[63, 681, 374, 695]
text-line: ड) उर्वरित ७५% रक्कम विक्रीच्या तारखेपासून १५ दिवसांच्या आत विहित खात्यात जमा करावयाची आहे; तसे न केल्यास भरलेली संपूर्ण रक्कम जप्त केली जाईल व मिळकतीचा फेरलिलाव केला जाईल.	[385, 372, 742, 385]
masthead	[663, 22, 740, 39]
